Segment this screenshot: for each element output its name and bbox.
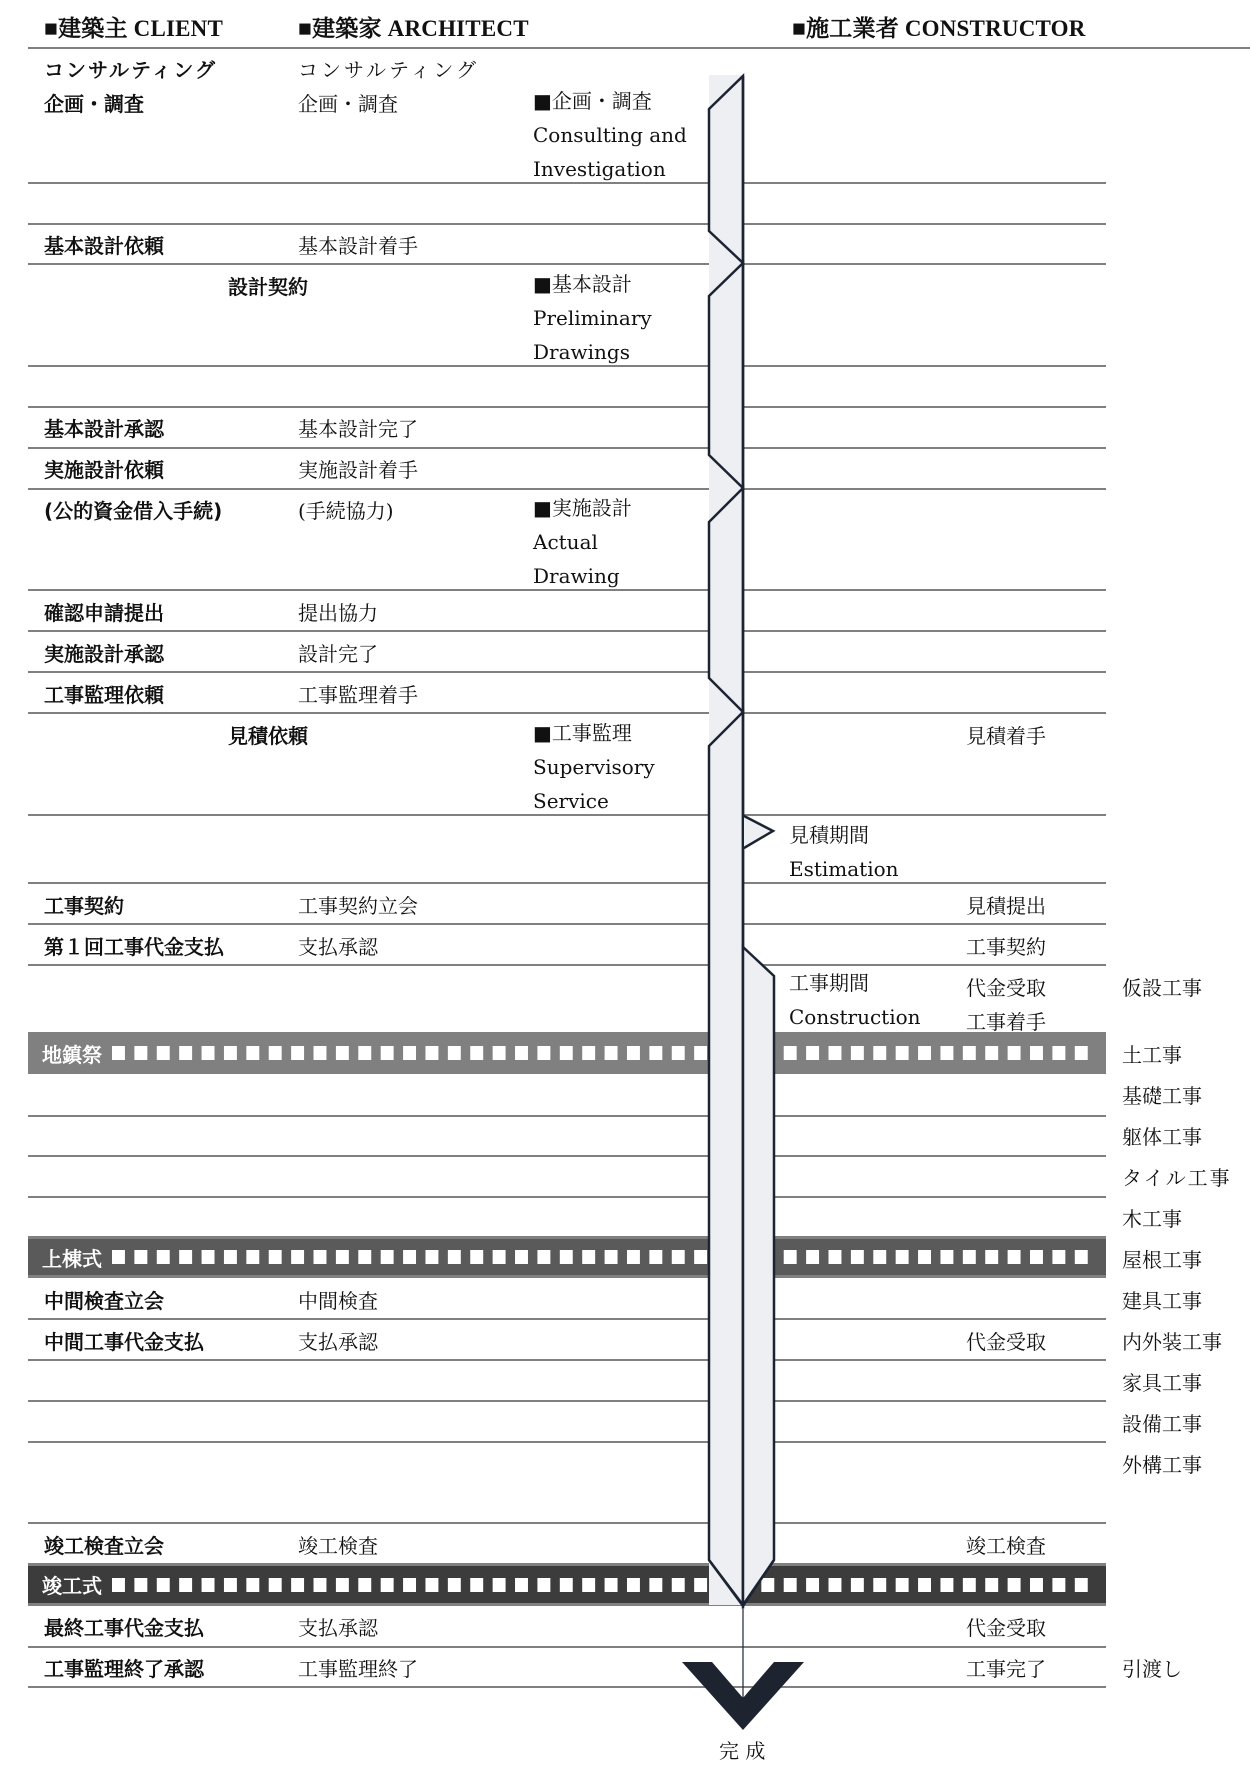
phase-preliminary: ■基本設計 Preliminary Drawings	[533, 272, 652, 364]
work-item: 仮設工事	[1122, 976, 1202, 1000]
client-item: 見積依頼	[228, 724, 308, 748]
work-item: 基礎工事	[1122, 1084, 1202, 1108]
work-item: 設備工事	[1122, 1412, 1202, 1436]
architect-item: 企画・調査	[298, 92, 398, 116]
client-item: 基本設計承認	[44, 417, 164, 441]
architect-item: 基本設計完了	[298, 417, 418, 441]
work-item: 土工事	[1122, 1043, 1182, 1067]
client-item: コンサルティング	[44, 58, 217, 82]
work-item: 引渡し	[1122, 1657, 1182, 1681]
constructor-item: 竣工検査	[966, 1534, 1046, 1558]
architect-item: 工事監理着手	[298, 683, 418, 707]
client-item: 第１回工事代金支払	[44, 935, 224, 959]
work-item: タイル工事	[1122, 1166, 1232, 1190]
client-item: 最終工事代金支払	[44, 1616, 204, 1640]
construction-period-arrow	[743, 947, 774, 1605]
client-item: 竣工検査立会	[44, 1534, 164, 1558]
client-item: 基本設計依頼	[44, 234, 164, 258]
architect-item: 工事監理終了	[298, 1657, 418, 1681]
work-item: 家具工事	[1122, 1371, 1202, 1395]
client-item: 設計契約	[228, 275, 308, 299]
constructor-item: 工事着手	[966, 1010, 1046, 1034]
constructor-item: 代金受取	[966, 1616, 1046, 1640]
architect-item: 中間検査	[298, 1289, 378, 1313]
client-item: 企画・調査	[44, 92, 144, 116]
work-item: 外構工事	[1122, 1453, 1202, 1477]
completion-label: 完 成	[719, 1739, 766, 1763]
constructor-item: 見積着手	[966, 724, 1046, 748]
architect-item: 実施設計着手	[298, 458, 418, 482]
architect-item: 支払承認	[298, 1616, 378, 1640]
constructor-item: 工事完了	[966, 1657, 1046, 1681]
client-item: 工事監理依頼	[44, 683, 164, 707]
architect-item: 支払承認	[298, 1330, 378, 1354]
architect-item: 基本設計着手	[298, 234, 418, 258]
client-item: 工事監理終了承認	[44, 1657, 204, 1681]
architect-item: 提出協力	[298, 601, 378, 625]
work-item: 屋根工事	[1122, 1248, 1202, 1272]
constructor-item: 代金受取	[966, 1330, 1046, 1354]
header-architect: ■建築家 ARCHITECT	[298, 16, 529, 41]
work-item: 木工事	[1122, 1207, 1182, 1231]
phase-consulting: ■企画・調査 Consulting and Investigation	[533, 89, 687, 181]
client-item: (公的資金借入手続)	[44, 499, 223, 523]
constructor-item: 見積提出	[966, 894, 1046, 918]
phase-actual-drawing: ■実施設計 Actual Drawing	[533, 496, 632, 588]
client-item: 中間工事代金支払	[44, 1330, 204, 1354]
phase-arrow-segments	[709, 76, 743, 1605]
period-construction: 工事期間 Construction	[789, 971, 921, 1029]
period-estimation: 見積期間 Estimation	[789, 823, 899, 881]
ceremony-label: 竣工式	[42, 1574, 102, 1598]
header-constructor: ■施工業者 CONSTRUCTOR	[792, 16, 1086, 41]
constructor-item: 代金受取	[966, 976, 1046, 1000]
architect-item: (手続協力)	[298, 499, 394, 523]
work-item: 内外装工事	[1122, 1330, 1222, 1354]
ceremony-label: 上棟式	[42, 1246, 102, 1271]
estimation-period-arrow	[744, 816, 773, 848]
work-item: 躯体工事	[1122, 1125, 1202, 1149]
constructor-item: 工事契約	[966, 935, 1046, 959]
client-item: 中間検査立会	[44, 1289, 164, 1313]
client-item: 実施設計承認	[44, 642, 164, 666]
architect-item: 設計完了	[298, 642, 378, 666]
architect-item: 工事契約立会	[298, 894, 418, 918]
architect-item: コンサルティング	[298, 58, 479, 82]
client-item: 工事契約	[44, 894, 124, 918]
architect-item: 支払承認	[298, 935, 378, 959]
architect-item: 竣工検査	[298, 1534, 378, 1558]
ceremony-label: 地鎮祭	[42, 1042, 102, 1067]
phase-supervisory: ■工事監理 Supervisory Service	[533, 721, 655, 813]
client-item: 実施設計依頼	[44, 458, 164, 482]
client-item: 確認申請提出	[44, 601, 164, 625]
work-item: 建具工事	[1122, 1289, 1202, 1313]
header-client: ■建築主 CLIENT	[44, 16, 224, 41]
